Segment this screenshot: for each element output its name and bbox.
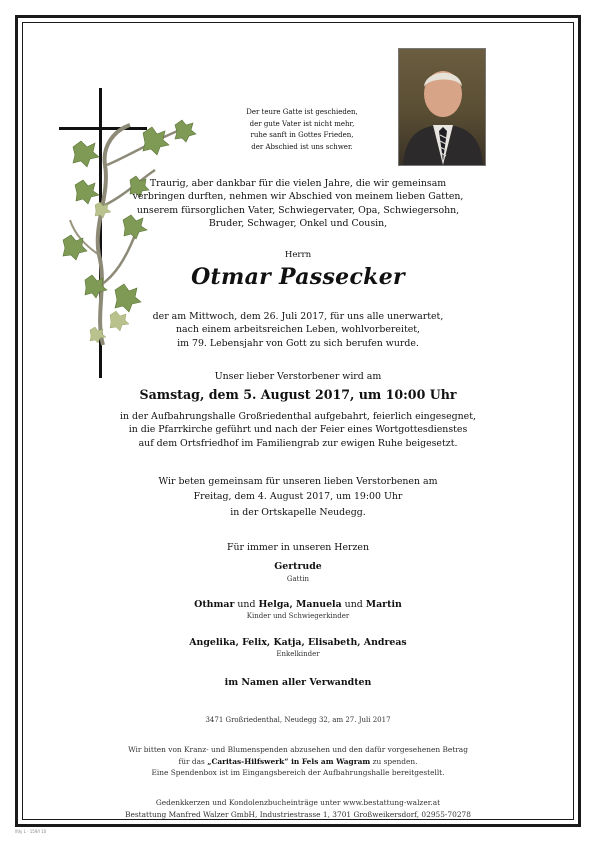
funeral-intro: Unser lieber Verstorbener wird am bbox=[214, 371, 382, 382]
donation-notice bbox=[22, 744, 574, 779]
verse-line: Der teure Gatte ist geschieden, bbox=[246, 108, 358, 116]
place-and-date: 3471 Großriedenthal, Neudegg 32, am 27. Juli 2017 bbox=[205, 716, 391, 724]
donation-line: Wir bitten von Kranz- und Blumenspenden abzusehen und den dafür vorgesehenen Betrag bbox=[128, 745, 468, 754]
verse-line: der gute Vater ist nicht mehr, bbox=[249, 119, 355, 128]
funeral-line: auf dem Ortsfriedhof im Familiengrab zur ewigen Ruhe beigesetzt. bbox=[138, 437, 458, 449]
prayer-line: Freitag, dem 4. August 2017, um 19:00 Uhr bbox=[193, 491, 403, 503]
cross-horizontal-beam bbox=[59, 127, 147, 130]
intro-line: verbringen durften, nehmen wir Abschied von meinem lieben Gatten, bbox=[132, 191, 464, 203]
funeral-line: in der Aufbahrungshalle Großriedenthal aufgebahrt, feierlich eingesegnet, bbox=[120, 411, 476, 422]
donation-line: für das „Caritas-Hilfswerk“ in Fels am Wagram zu spenden. bbox=[178, 756, 418, 766]
death-announcement bbox=[22, 310, 574, 350]
funeral-details bbox=[22, 410, 574, 450]
verse-line: ruhe sanft in Gottes Frieden, bbox=[250, 131, 354, 140]
portrait-photo bbox=[398, 48, 486, 166]
donation-line: Eine Spendenbox ist im Eingangsbereich der Aufbahrungshalle bereitgestellt. bbox=[151, 768, 445, 778]
child-name: Othmar bbox=[194, 599, 235, 610]
mourners-intro: Für immer in unseren Herzen bbox=[226, 542, 370, 553]
prayer-line: in der Ortskapelle Neudegg. bbox=[230, 506, 366, 518]
death-line: nach einem arbeitsreichen Leben, wohlvorbereitet, bbox=[175, 324, 421, 336]
intro-line: unserem fürsorglichen Vater, Schwiegervater, Opa, Schwiegersohn, bbox=[136, 204, 460, 216]
intro-line: Traurig, aber dankbar für die vielen Jahre, die wir gemeinsam bbox=[149, 178, 447, 189]
spouse-name: Gertrude bbox=[274, 561, 322, 572]
death-line: der am Mittwoch, dem 26. Juli 2017, für uns alle unerwartet, bbox=[152, 311, 444, 322]
portrait-image bbox=[399, 49, 485, 165]
grandchildren-names: Angelika, Felix, Katja, Elisabeth, Andreas bbox=[189, 637, 407, 648]
undertaker-line: Gedenkkerzen und Kondolenzbucheinträge unter www.bestattung-walzer.at bbox=[155, 798, 441, 807]
child-name: Martin bbox=[365, 599, 402, 610]
death-line: im 79. Lebensjahr von Gott zu sich berufen wurde. bbox=[177, 337, 419, 349]
children-names bbox=[22, 598, 574, 611]
print-mark: lfdy L · 159/l 10 bbox=[15, 829, 47, 834]
memorial-verse bbox=[222, 107, 382, 154]
relatives-line: im Namen aller Verwandten bbox=[224, 677, 372, 688]
child-name: Helga, Manuela bbox=[258, 599, 342, 610]
intro-line: Bruder, Schwager, Onkel und Cousin, bbox=[208, 217, 388, 229]
prayer-line: Wir beten gemeinsam für unseren lieben Verstorbenen am bbox=[158, 476, 438, 487]
undertaker-info bbox=[22, 797, 574, 820]
conjunction: und bbox=[341, 599, 366, 610]
intro-paragraph bbox=[22, 177, 574, 230]
undertaker-line: Bestattung Manfred Walzer GmbH, Industriestrasse 1, 3701 Großweikersdorf, 02955-70278 bbox=[125, 809, 471, 819]
spouse-role: Gattin bbox=[286, 575, 310, 583]
funeral-date: Samstag, dem 5. August 2017, um 10:00 Uhr bbox=[139, 387, 457, 402]
charity-name: „Caritas-Hilfswerk“ in Fels am Wagram bbox=[207, 756, 371, 766]
children-role: Kinder und Schwiegerkinder bbox=[246, 612, 350, 620]
salutation: Herrn bbox=[284, 250, 312, 260]
funeral-line: in die Pfarrkirche geführt und nach der Feier eines Wortgottesdienstes bbox=[128, 424, 468, 436]
conjunction: und bbox=[234, 599, 259, 610]
prayer-notice bbox=[22, 474, 574, 520]
deceased-name: Otmar Passecker bbox=[191, 264, 405, 290]
grandchildren-role: Enkelkinder bbox=[276, 650, 320, 658]
verse-line: der Abschied ist uns schwer. bbox=[251, 143, 353, 152]
